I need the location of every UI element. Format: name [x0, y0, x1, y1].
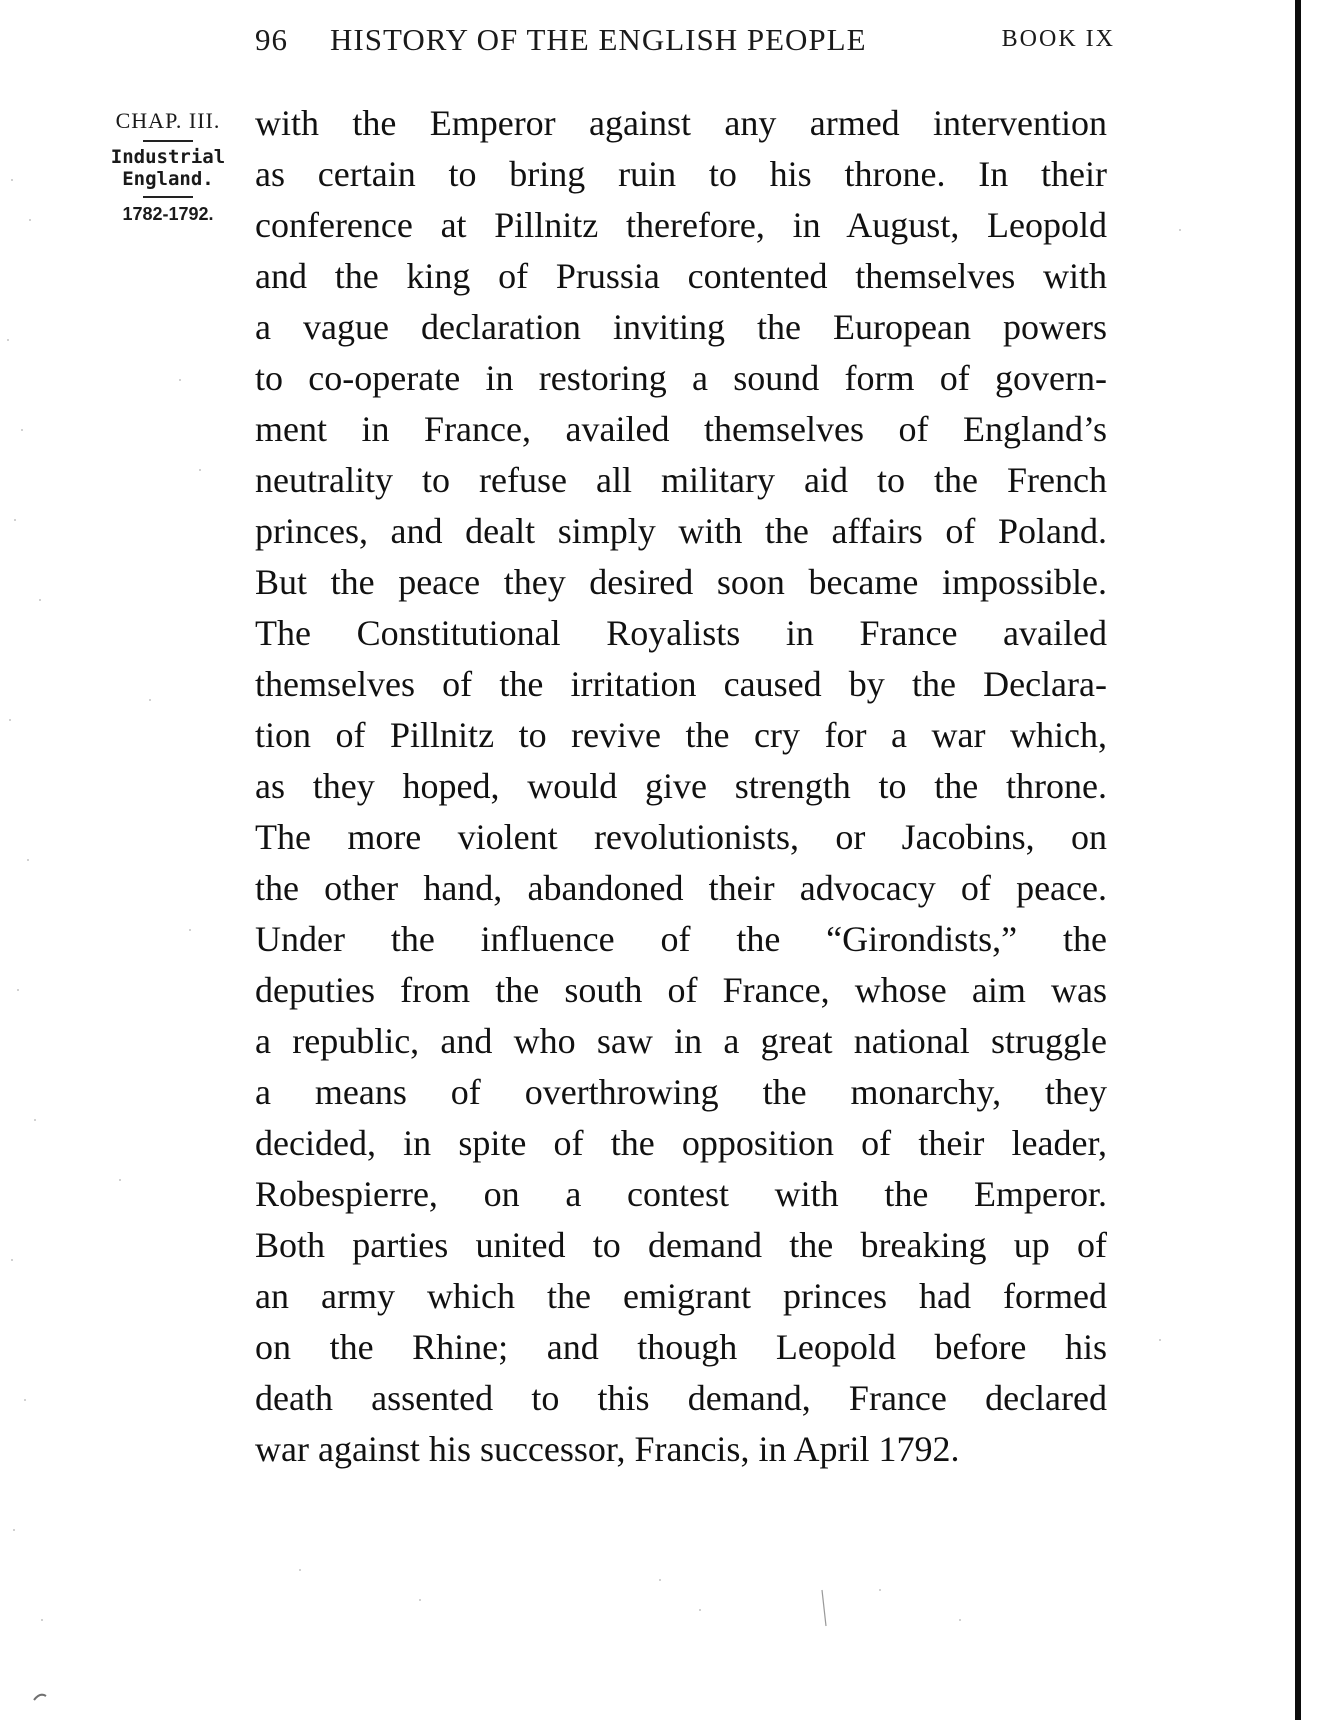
text-line: with the Emperor against any armed intervention: [255, 103, 1107, 143]
sidenote-rule: [143, 140, 193, 142]
text-line: death assented to this demand, France declared: [255, 1378, 1107, 1418]
text-line: princes, and dealt simply with the affairs of Poland.: [255, 511, 1107, 551]
text-line: a vague declaration inviting the European powers: [255, 307, 1107, 347]
text-line: an army which the emigrant princes had formed: [255, 1276, 1107, 1316]
margin-sidenote: [98, 108, 238, 226]
book-label: BOOK IX: [1001, 26, 1115, 52]
text-line: neutrality to refuse all military aid to the French: [255, 460, 1107, 500]
text-line: a republic, and who saw in a great national struggle: [255, 1021, 1107, 1061]
topic-line-2: England.: [122, 168, 214, 190]
text-line: The more violent revolutionists, or Jacobins, on: [255, 817, 1107, 857]
text-line: Robespierre, on a contest with the Emperor.: [255, 1174, 1107, 1214]
topic-line-1: Industrial: [110, 146, 226, 168]
text-line: ment in France, availed themselves of England’s: [255, 409, 1107, 449]
text-line: war against his successor, Francis, in April 1792.: [255, 1429, 960, 1469]
text-line: themselves of the irritation caused by the Declara-: [255, 664, 1107, 704]
text-line: to co-operate in restoring a sound form of govern-: [255, 358, 1107, 398]
text-line: The Constitutional Royalists in France availed: [255, 613, 1107, 653]
body-text: [255, 98, 1107, 1475]
page-header: [255, 22, 1115, 62]
text-line: conference at Pillnitz therefore, in August, Leopold: [255, 205, 1107, 245]
text-line: a means of overthrowing the monarchy, they: [255, 1072, 1107, 1112]
text-line: as they hoped, would give strength to the throne.: [255, 766, 1107, 806]
binding-edge-bar: [1295, 0, 1301, 1720]
text-line: Both parties united to demand the breaking up of: [255, 1225, 1107, 1265]
text-line: But the peace they desired soon became impossible.: [255, 562, 1107, 602]
page-number: 96: [255, 22, 288, 57]
text-line: the other hand, abandoned their advocacy of peace.: [255, 868, 1107, 908]
text-line: and the king of Prussia contented themselves with: [255, 256, 1107, 296]
chapter-label: CHAP. III.: [115, 108, 221, 133]
running-title: HISTORY OF THE ENGLISH PEOPLE: [330, 22, 867, 57]
text-line: tion of Pillnitz to revive the cry for a war which,: [255, 715, 1107, 755]
text-line: as certain to bring ruin to his throne. In their: [255, 154, 1107, 194]
text-line: deputies from the south of France, whose aim was: [255, 970, 1107, 1010]
text-line: Under the influence of the “Girondists,” the: [255, 919, 1107, 959]
date-range: 1782-1792.: [122, 204, 214, 224]
text-line: decided, in spite of the opposition of their leader,: [255, 1123, 1107, 1163]
sidenote-rule: [143, 196, 193, 198]
text-line: on the Rhine; and though Leopold before his: [255, 1327, 1107, 1367]
